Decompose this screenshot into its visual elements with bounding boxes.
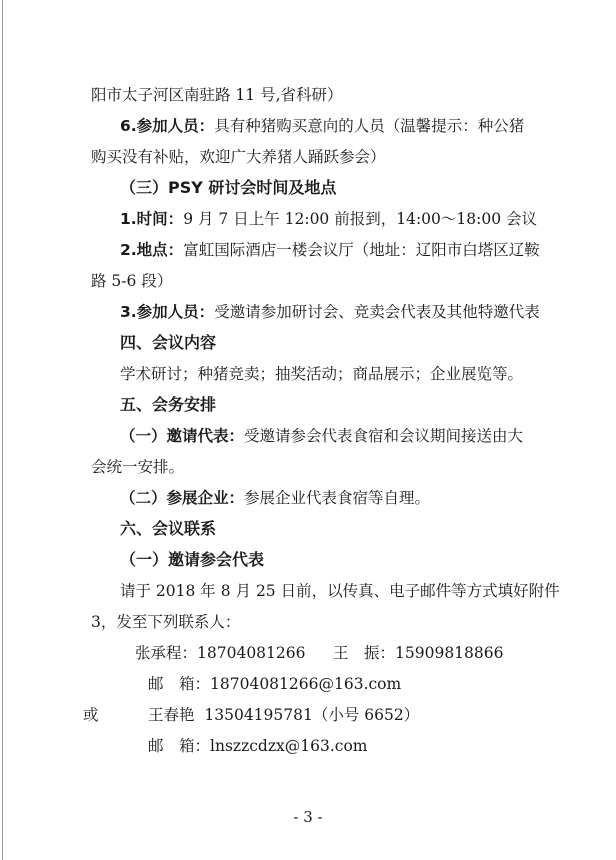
section-heading-psy: [120, 178, 336, 198]
location-continuation-text: 路 5-6 段）: [91, 272, 173, 290]
contact-name: 王春艳: [148, 706, 195, 724]
location-label: 2.地点：: [120, 241, 184, 259]
email-label: 邮 箱：: [148, 675, 211, 693]
attendees-text: 受邀请参加研讨会、竞卖会代表及其他特邀代表: [214, 303, 540, 321]
contact-phone: 15909818866: [395, 644, 504, 662]
participants-continuation: [91, 147, 386, 167]
exhibitors-text: 参展企业代表食宿等自理。: [244, 489, 431, 507]
section-heading-content: [120, 333, 216, 353]
contact-row-1: [135, 643, 306, 663]
email-address: 18704081266@163.com: [210, 675, 402, 693]
location-continuation: [91, 271, 172, 291]
attendees-label: 3.参加人员：: [120, 303, 215, 321]
submission-continuation: [91, 612, 240, 632]
section-heading-contact: [120, 519, 216, 539]
subheading-invited: [120, 550, 264, 570]
email-label: 邮 箱：: [148, 737, 211, 755]
invited-reps-continuation: [91, 457, 184, 477]
section-heading-psy-text: （三）PSY 研讨会时间及地点: [120, 178, 337, 197]
participants-text: 具有种猪购买意向的人员（温馨提示：种公猪: [214, 117, 525, 135]
subheading-invited-text: （一）邀请参会代表: [120, 550, 265, 569]
submission-line: [120, 581, 560, 601]
or-label: [83, 705, 99, 725]
contact-row-3: [148, 705, 419, 725]
participants-label: 6.参加人员：: [120, 117, 215, 135]
time-text: 9 月 7 日上午 12:00 前报到，14:00～18:00 会议: [183, 210, 537, 228]
exhibitors-label: （二）参展企业：: [120, 489, 245, 507]
location-line: [120, 240, 540, 260]
time-line: [120, 209, 537, 229]
section-heading-contact-text: 六、会议联系: [120, 519, 217, 538]
invited-reps-continuation-text: 会统一安排。: [91, 458, 185, 476]
page-number: - 3 -: [293, 808, 323, 826]
invited-reps-text: 受邀请参会代表食宿和会议期间接送由大: [244, 427, 524, 445]
section-heading-arrangements: [120, 395, 216, 415]
section-heading-content-text: 四、会议内容: [120, 333, 217, 352]
submission-continuation-text: 3，发至下列联系人：: [91, 613, 241, 631]
participants-line: [120, 116, 524, 136]
contact-phone: 18704081266: [197, 644, 306, 662]
contact-row-2: [333, 643, 504, 663]
content-line: [120, 364, 523, 384]
address-continuation: [91, 85, 343, 105]
or-text: 或: [83, 706, 99, 724]
exhibitors-line: [120, 488, 430, 508]
attendees-line: [120, 302, 540, 322]
contact-name: 王 振：: [333, 644, 396, 662]
contact-name: 张承程：: [135, 644, 198, 662]
invited-reps-label: （一）邀请代表：: [120, 427, 245, 445]
email-address: lnszzcdzx@163.com: [210, 737, 368, 755]
contact-email-row-3: [148, 736, 367, 756]
participants-continuation-text: 购买没有补贴，欢迎广大养猪人踊跃参会）: [91, 148, 386, 166]
location-text: 富虹国际酒店一楼会议厅（地址：辽阳市白塔区辽鞍: [183, 241, 540, 259]
invited-reps-line: [120, 426, 523, 446]
contact-email-row-1: [148, 674, 401, 694]
time-label: 1.时间：: [120, 210, 184, 228]
address-text: 阳市太子河区南驻路 11 号,省科研）: [91, 86, 343, 104]
submission-text: 请于 2018 年 8 月 25 日前，以传真、电子邮件等方式填好附件: [120, 582, 560, 600]
section-heading-arrangements-text: 五、会务安排: [120, 395, 217, 414]
contact-phone: 13504195781（小号 6652）: [204, 706, 420, 724]
content-text: 学术研讨；种猪竞卖；抽奖活动；商品展示；企业展览等。: [120, 365, 524, 383]
